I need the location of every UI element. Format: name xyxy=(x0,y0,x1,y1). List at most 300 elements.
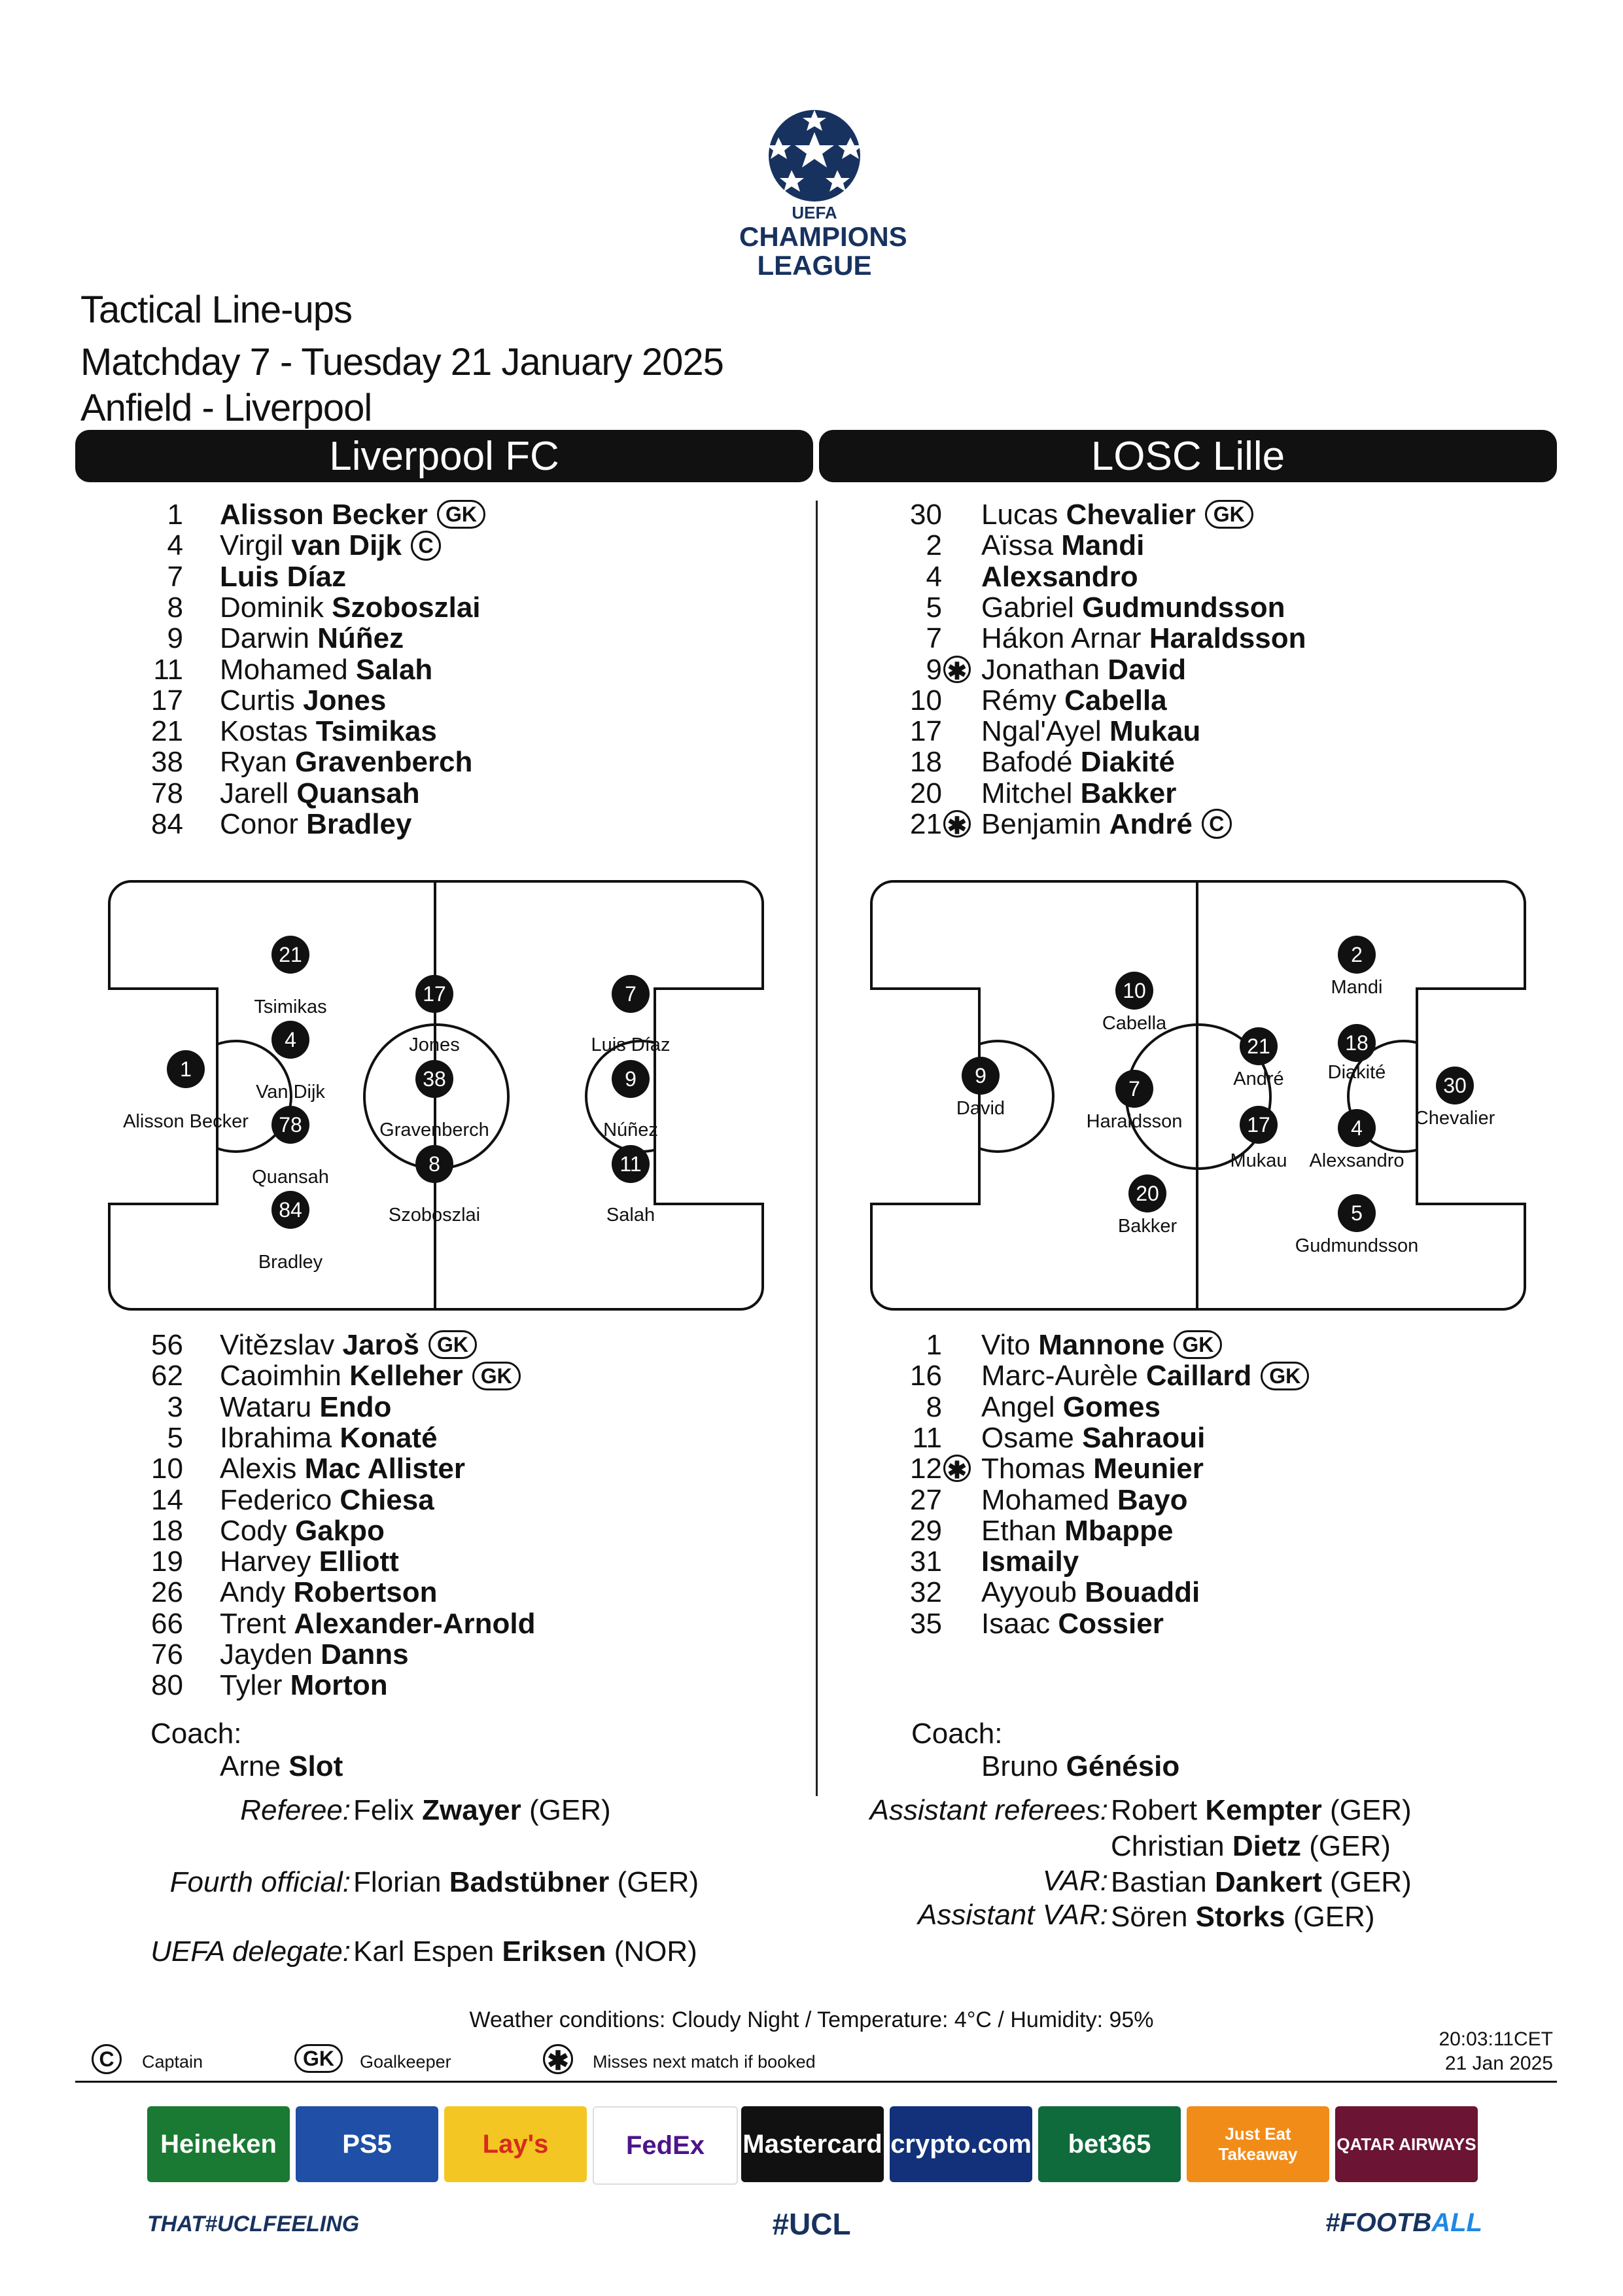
player-name xyxy=(220,685,386,716)
fourth-official-name xyxy=(353,1866,699,1899)
pitch-player-label: Mukau xyxy=(1230,1150,1287,1171)
first-name: Ibrahima xyxy=(220,1421,332,1454)
footer-left-text: THAT#UCLFEELING xyxy=(147,2212,360,2236)
coach-last: Génésio xyxy=(1066,1750,1180,1782)
fourth-official-role xyxy=(170,1866,351,1899)
pitch-player-label: Tsimikas xyxy=(254,997,327,1017)
home-coach-label: Coach: xyxy=(150,1718,242,1750)
player-name xyxy=(981,1422,1205,1454)
country: (GER) xyxy=(617,1866,699,1898)
first-name: Karl Espen xyxy=(353,1935,495,1968)
last-name: Mbappe xyxy=(1064,1514,1174,1547)
pitch-player-label: Gudmundsson xyxy=(1295,1235,1419,1256)
goalkeeper-badge: GK xyxy=(1261,1362,1309,1390)
last-name: Cossier xyxy=(1058,1607,1164,1640)
goalkeeper-badge: GK xyxy=(437,500,485,529)
last-name: Jaroš xyxy=(342,1329,419,1361)
player-name xyxy=(220,561,346,593)
pitch-player-label: Bakker xyxy=(1117,1216,1178,1237)
first-name: Angel xyxy=(981,1390,1055,1423)
player-number: 11 xyxy=(153,653,183,686)
player-name xyxy=(220,1639,409,1670)
away-pitch xyxy=(870,880,1526,1311)
logo-champions: CHAMPIONS xyxy=(739,221,907,252)
last-name: Dietz xyxy=(1232,1830,1301,1862)
last-name: Mannone xyxy=(1038,1329,1165,1361)
coach-first: Arne xyxy=(220,1750,281,1782)
pitch-player-number: 11 xyxy=(612,1145,650,1183)
captain-badge: C xyxy=(411,531,441,561)
player-number: 3 xyxy=(167,1390,183,1423)
last-name: Quansah xyxy=(296,777,420,809)
first-name: Florian xyxy=(353,1866,442,1898)
away-team-name: LOSC Lille xyxy=(1091,434,1285,479)
player-number: 32 xyxy=(910,1576,942,1609)
first-name: Isaac xyxy=(981,1607,1051,1640)
first-name: Wataru xyxy=(220,1390,312,1423)
player-name xyxy=(220,1485,434,1516)
first-name: Benjamin xyxy=(981,808,1102,840)
player-number: 1 xyxy=(926,1329,942,1361)
var-role xyxy=(1043,1865,1108,1898)
pitch-player-number: 2 xyxy=(1338,936,1376,974)
first-name: Mohamed xyxy=(981,1483,1109,1516)
penalty-box-right xyxy=(1416,987,1526,1205)
player-name xyxy=(220,747,472,778)
referee-line xyxy=(240,1794,351,1827)
first-name: Christian xyxy=(1111,1830,1225,1862)
last-name: Konaté xyxy=(340,1421,438,1454)
first-name: Ryan xyxy=(220,746,287,779)
player-name xyxy=(220,1330,477,1361)
player-number: 21 xyxy=(151,715,183,748)
last-name: Mandi xyxy=(1061,529,1145,562)
pitch-player-number: 84 xyxy=(271,1191,309,1229)
pitch-player-number: 18 xyxy=(1338,1024,1376,1062)
first-name: Felix xyxy=(353,1794,414,1826)
booked-legend-icon: ✱ xyxy=(543,2044,573,2074)
player-number: 5 xyxy=(926,591,942,624)
pitch-player-label: Diakité xyxy=(1327,1062,1386,1083)
player-number: 10 xyxy=(151,1453,183,1485)
player-number: 17 xyxy=(151,684,183,716)
captain-legend-icon: C xyxy=(92,2044,122,2074)
last-name: Haraldsson xyxy=(1149,622,1306,655)
player-name xyxy=(981,1392,1161,1423)
delegate-role-text: UEFA delegate: xyxy=(150,1935,351,1968)
pitch-player-number: 38 xyxy=(415,1060,453,1098)
sponsor-logo: bet365 xyxy=(1038,2106,1181,2182)
pitch-player-label: Szoboszlai xyxy=(388,1205,481,1226)
sponsor-logo: PS5 xyxy=(296,2106,438,2182)
first-name: Andy xyxy=(220,1576,286,1609)
first-name: Osame xyxy=(981,1421,1074,1454)
pitch-player-label: Mandi xyxy=(1331,977,1383,998)
player-name xyxy=(220,778,420,809)
first-name: Hákon Arnar xyxy=(981,622,1142,655)
last-name: Bouaddi xyxy=(1085,1576,1200,1609)
coach-first: Bruno xyxy=(981,1750,1058,1782)
goalkeeper-badge: GK xyxy=(472,1362,521,1390)
player-name xyxy=(981,809,1232,840)
pitch-player-label: Van Dijk xyxy=(256,1082,325,1103)
avar-name xyxy=(1111,1901,1375,1934)
sponsor-logo: FedEx xyxy=(593,2106,738,2185)
player-number: 20 xyxy=(910,777,942,809)
player-name xyxy=(220,654,432,686)
referee-role: Referee: xyxy=(240,1794,351,1826)
last-name: Gakpo xyxy=(294,1514,385,1547)
pitch-player-label: Chevalier xyxy=(1414,1108,1495,1129)
home-pitch xyxy=(108,880,764,1311)
pitch-player-label: Alisson Becker xyxy=(123,1111,249,1132)
first-name: Gabriel xyxy=(981,591,1074,624)
goalkeeper-badge: GK xyxy=(1205,500,1253,529)
footer-center-text: #UCL xyxy=(772,2207,851,2241)
country: (GER) xyxy=(1293,1901,1375,1933)
avar-role-text: Assistant VAR: xyxy=(917,1899,1108,1931)
last-name: Szoboszlai xyxy=(332,591,481,624)
country: (GER) xyxy=(529,1794,611,1826)
last-name: Gravenberch xyxy=(294,746,473,779)
fourth-role: Fourth official: xyxy=(169,1866,351,1898)
player-name xyxy=(220,1392,391,1423)
booking-warning-icon: ✱ xyxy=(943,1455,971,1482)
delegate-role xyxy=(150,1935,351,1968)
player-number: 18 xyxy=(910,746,942,779)
last-name: Jones xyxy=(303,684,387,716)
booking-warning-icon: ✱ xyxy=(943,656,971,683)
first-name: Vitězslav xyxy=(220,1329,335,1361)
booking-warning-icon: ✱ xyxy=(943,810,971,838)
last-name: Ismaily xyxy=(981,1545,1079,1578)
last-name: Núñez xyxy=(317,622,404,655)
last-name: Bradley xyxy=(306,808,412,840)
sponsor-logo: QATAR AIRWAYS xyxy=(1335,2106,1478,2182)
sponsor-logo: Just Eat Takeaway xyxy=(1187,2106,1329,2182)
last-name: Gudmundsson xyxy=(1082,591,1285,624)
pitch-player-label: Cabella xyxy=(1102,1013,1167,1034)
last-name: Badstübner xyxy=(449,1866,610,1898)
home-team-name: Liverpool FC xyxy=(329,434,559,479)
player-name xyxy=(981,1485,1188,1516)
pitch-player-label: Haraldsson xyxy=(1086,1111,1183,1132)
first-name: Lucas xyxy=(981,499,1058,531)
pitch-player-label: Jones xyxy=(409,1034,460,1055)
player-number: 2 xyxy=(926,529,942,562)
penalty-box-left xyxy=(108,987,218,1205)
pitch-player-label: Quansah xyxy=(252,1167,329,1188)
goalkeeper-badge: GK xyxy=(1174,1330,1222,1359)
first-name: Aïssa xyxy=(981,529,1054,562)
player-name xyxy=(981,1608,1164,1640)
first-name: Mitchel xyxy=(981,777,1073,809)
ucl-logo xyxy=(739,105,907,301)
last-name: van Dijk xyxy=(291,529,402,562)
away-coach-name xyxy=(981,1750,1179,1783)
player-number: 8 xyxy=(167,591,183,624)
coach-last: Slot xyxy=(288,1750,343,1782)
player-name xyxy=(981,747,1175,778)
first-name: Caoimhin xyxy=(220,1360,341,1392)
player-number: 7 xyxy=(167,560,183,593)
player-name xyxy=(981,778,1176,809)
player-number: 17 xyxy=(910,715,942,748)
player-name xyxy=(220,499,485,531)
player-number: 21 xyxy=(910,808,942,840)
first-name: Ngal'Ayel xyxy=(981,715,1102,748)
first-name: Trent xyxy=(220,1607,287,1640)
player-name xyxy=(981,1546,1079,1578)
pitch-player-label: Bradley xyxy=(258,1252,323,1273)
sponsor-logo: Mastercard xyxy=(741,2106,884,2182)
player-name xyxy=(981,561,1138,593)
player-number: 11 xyxy=(912,1421,942,1454)
country: (GER) xyxy=(1309,1830,1391,1862)
first-name: Darwin xyxy=(220,622,309,655)
pitch-player-label: David xyxy=(956,1098,1005,1119)
legend-divider xyxy=(75,2081,1557,2083)
pitch-player-label: André xyxy=(1233,1069,1284,1089)
player-number: 8 xyxy=(926,1390,942,1423)
last-name: Kelleher xyxy=(349,1360,463,1392)
player-number: 26 xyxy=(151,1576,183,1609)
first-name: Alexis xyxy=(220,1453,297,1485)
last-name: Bayo xyxy=(1117,1483,1188,1516)
penalty-box-left xyxy=(870,987,981,1205)
last-name: David xyxy=(1108,653,1187,686)
pitch-player-number: 8 xyxy=(415,1145,453,1183)
player-number: 29 xyxy=(910,1514,942,1547)
page-title: Tactical Line-ups xyxy=(80,289,352,331)
goalkeeper-badge: GK xyxy=(428,1330,477,1359)
first-name: Kostas xyxy=(220,715,308,748)
last-name: Meunier xyxy=(1093,1453,1204,1485)
pitch-player-number: 7 xyxy=(612,975,650,1013)
last-name: Gomes xyxy=(1062,1390,1161,1423)
first-name: Vito xyxy=(981,1329,1031,1361)
pitch-player-number: 17 xyxy=(1240,1106,1278,1144)
player-number: 19 xyxy=(151,1545,183,1578)
legend xyxy=(92,2041,877,2081)
player-number: 84 xyxy=(151,808,183,840)
first-name: Mohamed xyxy=(220,653,348,686)
country: (NOR) xyxy=(614,1935,697,1968)
last-name: Alexander-Arnold xyxy=(294,1607,536,1640)
assistant-role-text: Assistant referees: xyxy=(869,1794,1108,1826)
footer-right xyxy=(1325,2208,1482,2238)
player-number: 80 xyxy=(151,1669,183,1702)
pitch-player-number: 30 xyxy=(1436,1067,1474,1104)
first-name: Bafodé xyxy=(981,746,1073,779)
penalty-box-right xyxy=(654,987,764,1205)
last-name: Zwayer xyxy=(422,1794,521,1826)
footer-right-a: #FOOTB xyxy=(1325,2208,1432,2237)
home-coach-name xyxy=(220,1750,343,1783)
player-number: 5 xyxy=(167,1421,183,1454)
player-name xyxy=(220,1608,535,1640)
player-number: 66 xyxy=(151,1607,183,1640)
last-name: Luis Díaz xyxy=(220,560,347,593)
player-name xyxy=(981,1577,1200,1608)
sponsor-logo: Heineken xyxy=(147,2106,290,2182)
pitch-player-number: 9 xyxy=(962,1057,1000,1095)
first-name: Bastian xyxy=(1111,1866,1207,1898)
away-team-bar xyxy=(819,430,1557,482)
player-name xyxy=(220,592,481,624)
gk-legend-label: Goalkeeper xyxy=(360,2052,451,2072)
logo-uefa: UEFA xyxy=(792,203,837,222)
avar-role xyxy=(918,1899,1108,1932)
player-number: 4 xyxy=(167,529,183,562)
last-name: Cabella xyxy=(1064,684,1167,716)
pitch-player-number: 9 xyxy=(612,1060,650,1098)
first-name: Cody xyxy=(220,1514,287,1547)
player-name xyxy=(220,1422,438,1454)
away-coach-label: Coach: xyxy=(911,1718,1003,1750)
pitch-player-number: 21 xyxy=(1240,1027,1278,1065)
timestamp-date: 21 Jan 2025 xyxy=(1444,2053,1553,2074)
pitch-player-number: 20 xyxy=(1128,1174,1166,1212)
last-name: Dankert xyxy=(1215,1866,1322,1898)
booked-legend-label: Misses next match if booked xyxy=(593,2052,816,2072)
pitch-player-number: 4 xyxy=(271,1021,309,1059)
first-name: Tyler xyxy=(220,1669,283,1702)
captain-legend-label: Captain xyxy=(142,2052,203,2072)
home-team-bar xyxy=(75,430,813,482)
player-number: 62 xyxy=(151,1360,183,1392)
pitch-player-label: Núñez xyxy=(603,1120,658,1140)
player-name xyxy=(220,1670,388,1701)
player-number: 9 xyxy=(167,622,183,655)
last-name: Diakité xyxy=(1080,746,1175,779)
last-name: André xyxy=(1109,808,1193,840)
player-number: 4 xyxy=(926,560,942,593)
footer-right-b: ALL xyxy=(1431,2208,1482,2237)
first-name: Robert xyxy=(1111,1794,1198,1826)
last-name: Mukau xyxy=(1109,715,1201,748)
player-name xyxy=(220,530,441,561)
matchday-line: Matchday 7 - Tuesday 21 January 2025 xyxy=(80,341,724,383)
player-number: 7 xyxy=(926,622,942,655)
pitch-player-number: 1 xyxy=(167,1050,205,1088)
player-number: 10 xyxy=(910,684,942,716)
timestamp-time: 20:03:11CET xyxy=(1439,2028,1553,2050)
player-number: 1 xyxy=(167,499,183,531)
player-name xyxy=(220,623,404,654)
pitch-player-label: Alexsandro xyxy=(1309,1150,1405,1171)
captain-badge: C xyxy=(1202,809,1232,839)
last-name: Storks xyxy=(1195,1901,1285,1933)
player-name xyxy=(981,1330,1222,1361)
sponsor-logo: Lay's xyxy=(444,2106,587,2182)
last-name: Danns xyxy=(321,1638,409,1670)
player-name xyxy=(981,1360,1309,1392)
last-name: Mac Allister xyxy=(304,1453,465,1485)
player-name xyxy=(220,716,437,747)
country: (GER) xyxy=(1330,1794,1412,1826)
player-name xyxy=(981,716,1200,747)
player-name xyxy=(981,592,1285,624)
player-number: 16 xyxy=(910,1360,942,1392)
last-name: Tsimikas xyxy=(315,715,437,748)
pitch-player-number: 10 xyxy=(1115,972,1153,1010)
pitch-player-number: 78 xyxy=(271,1106,309,1144)
player-number: 76 xyxy=(151,1638,183,1670)
weather-line: Weather conditions: Cloudy Night / Temperature: 4°C / Humidity: 95% xyxy=(469,2007,1154,2032)
column-divider xyxy=(816,501,818,1796)
player-number: 38 xyxy=(151,746,183,779)
player-name xyxy=(220,1577,438,1608)
player-name xyxy=(981,1453,1204,1485)
player-name xyxy=(220,809,412,840)
last-name: Alexsandro xyxy=(981,560,1138,593)
referee-name xyxy=(353,1794,611,1827)
first-name: Jayden xyxy=(220,1638,313,1670)
player-number: 30 xyxy=(910,499,942,531)
player-number: 56 xyxy=(151,1329,183,1361)
player-number: 18 xyxy=(151,1514,183,1547)
player-name xyxy=(220,1453,465,1485)
assistant-2-name xyxy=(1111,1830,1391,1863)
last-name: Salah xyxy=(355,653,433,686)
pitch-player-label: Salah xyxy=(606,1205,655,1226)
last-name: Endo xyxy=(319,1390,392,1423)
player-name xyxy=(981,654,1186,686)
player-number: 31 xyxy=(910,1545,942,1578)
delegate-name xyxy=(353,1935,697,1968)
assistant-1-name xyxy=(1111,1794,1412,1827)
last-name: Alisson Becker xyxy=(220,499,428,531)
first-name: Rémy xyxy=(981,684,1056,716)
last-name: Robertson xyxy=(293,1576,438,1609)
pitch-player-number: 17 xyxy=(415,975,453,1013)
last-name: Caillard xyxy=(1145,1360,1252,1392)
sponsor-logo: crypto.com xyxy=(890,2106,1032,2182)
pitch-player-label: Gravenberch xyxy=(379,1120,489,1140)
last-name: Chevalier xyxy=(1066,499,1196,531)
first-name: Dominik xyxy=(220,591,324,624)
player-name xyxy=(981,530,1144,561)
first-name: Sören xyxy=(1111,1901,1188,1933)
player-number: 35 xyxy=(910,1607,942,1640)
player-number: 9 xyxy=(926,653,942,686)
pitch-player-number: 7 xyxy=(1115,1070,1153,1108)
player-name xyxy=(220,1515,385,1547)
pitch-player-number: 5 xyxy=(1338,1194,1376,1232)
last-name: Chiesa xyxy=(340,1483,434,1516)
var-role-text: VAR: xyxy=(1042,1865,1108,1897)
last-name: Elliott xyxy=(319,1545,399,1578)
player-name xyxy=(220,1360,521,1392)
first-name: Conor xyxy=(220,808,298,840)
country: (GER) xyxy=(1330,1866,1412,1898)
first-name: Jonathan xyxy=(981,653,1100,686)
first-name: Marc-Aurèle xyxy=(981,1360,1138,1392)
assistant-referees-role xyxy=(870,1794,1108,1827)
first-name: Virgil xyxy=(220,529,284,562)
last-name: Morton xyxy=(290,1669,388,1702)
first-name: Curtis xyxy=(220,684,295,716)
var-name xyxy=(1111,1866,1412,1899)
pitch-player-number: 21 xyxy=(271,936,309,974)
player-name xyxy=(220,1546,399,1578)
venue-line: Anfield - Liverpool xyxy=(80,387,372,429)
player-number: 14 xyxy=(151,1483,183,1516)
last-name: Bakker xyxy=(1080,777,1177,809)
player-name xyxy=(981,623,1306,654)
pitch-player-label: Luis Díaz xyxy=(591,1034,671,1055)
